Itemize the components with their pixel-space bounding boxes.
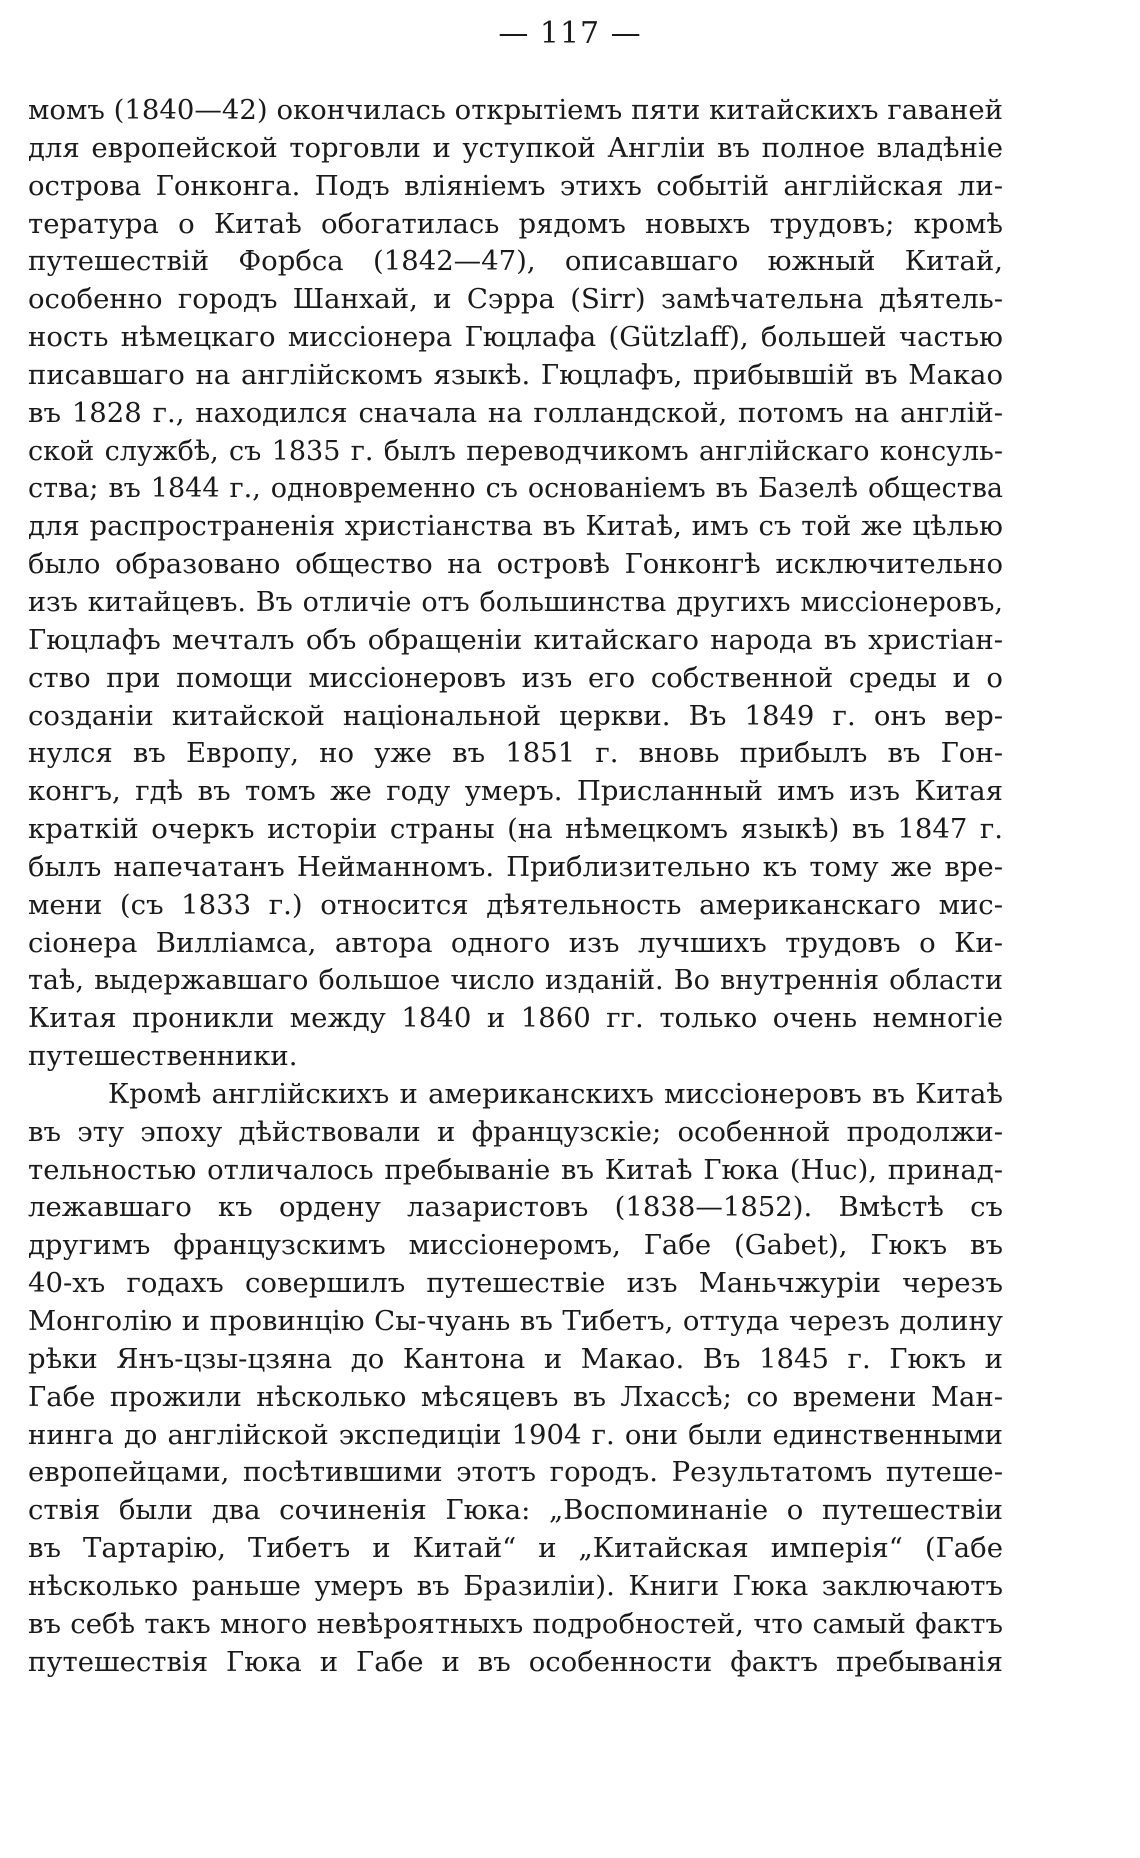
text-line: Гюцлафъ мечталъ объ обращеніи китайскаго народа въ христіан- — [28, 623, 1003, 656]
text-line: мени (съ 1833 г.) относится дѣятельность американскаго мис- — [28, 888, 1003, 921]
text-line: рѣки Янъ-цзы-цзяна до Кантона и Макао. Въ 1845 г. Гюкъ и — [28, 1342, 1003, 1375]
text-line: особенно городъ Шанхай, и Сэрра (Sirr) замѣчательна дѣятель- — [28, 283, 1003, 316]
text-line: Китая проникли между 1840 и 1860 гг. только очень немногіе — [28, 1002, 1003, 1035]
text-line: тельностью отличалось пребываніе въ Китаѣ Гюка (Huc), принад- — [28, 1153, 1003, 1186]
paragraph-2 — [28, 1076, 1003, 1682]
paragraph-1 — [28, 92, 1003, 1076]
text-line: въ себѣ такъ много невѣроятныхъ подробностей, что самый фактъ — [28, 1607, 1003, 1640]
text-line: ствія были два сочиненія Гюка: „Воспоминаніе о путешествіи — [28, 1494, 1003, 1527]
text-line: въ 1828 г., находился сначала на голландской, потомъ на англій- — [28, 396, 1003, 429]
text-line: путешественники. — [28, 1040, 298, 1073]
text-line: момъ (1840—42) окончилась открытіемъ пяти китайскихъ гаваней — [28, 94, 1003, 126]
text-line: европейцами, посѣтившими этотъ городъ. Результатомъ путеше- — [28, 1456, 1003, 1489]
text-line: путешествія Гюка и Габе и въ особенности фактъ пребыванія — [28, 1645, 1003, 1678]
text-line: созданіи китайской національной церкви. Въ 1849 г. онъ вер- — [28, 699, 1003, 732]
text-line: острова Гонконга. Подъ вліяніемъ этихъ событій англійская ли- — [28, 169, 1003, 202]
text-line: Кромѣ англійскихъ и американскихъ миссіонеровъ въ Китаѣ — [108, 1077, 1003, 1110]
text-line: другимъ французскимъ миссіонеромъ, Габе (Gabet), Гюкъ въ — [28, 1229, 1003, 1262]
text-line: ство при помощи миссіонеровъ изъ его собственной среды и о — [28, 661, 1003, 694]
text-line: изъ китайцевъ. Въ отличіе отъ большинства другихъ миссіонеровъ, — [28, 586, 1003, 618]
text-line: было образовано общество на островѣ Гонконгѣ исключительно — [28, 548, 1003, 581]
text-line: сіонера Вилліамса, автора одного изъ лучшихъ трудовъ о Ки- — [28, 926, 1003, 959]
page-number-header: — 117 — — [498, 16, 642, 51]
text-line: ность нѣмецкаго миссіонера Гюцлафа (Gützlaff), большей частью — [28, 321, 1003, 354]
text-line: тература о Китаѣ обогатилась рядомъ новыхъ трудовъ; кромѣ — [28, 207, 1003, 240]
text-line: нулся въ Европу, но уже въ 1851 г. вновь прибылъ въ Гон- — [28, 737, 1003, 770]
text-line: былъ напечатанъ Нейманномъ. Приблизительно къ тому же вре- — [28, 850, 1003, 883]
text-line: конгъ, гдѣ въ томъ же году умеръ. Присланный имъ изъ Китая — [28, 775, 1003, 808]
text-line: 40-хъ годахъ совершилъ путешествіе изъ Маньчжуріи черезъ — [28, 1267, 1003, 1300]
text-line: ства; въ 1844 г., одновременно съ основаніемъ въ Базелѣ общества — [28, 473, 1003, 505]
text-line: ской службѣ, съ 1835 г. былъ переводчикомъ англійскаго консуль- — [28, 435, 1003, 467]
text-line: лежавшаго къ ордену лазаристовъ (1838—1852). Вмѣстѣ съ — [28, 1191, 1003, 1224]
text-line: краткій очеркъ исторіи страны (на нѣмецкомъ языкѣ) въ 1847 г. — [28, 813, 1003, 846]
text-line: Габе прожили нѣсколько мѣсяцевъ въ Лхассѣ; со времени Ман- — [28, 1380, 1003, 1413]
text-line: нѣсколько раньше умеръ въ Бразиліи). Книги Гюка заключаютъ — [28, 1569, 1003, 1602]
text-line: писавшаго на англійскомъ языкѣ. Гюцлафъ, прибывшій въ Макао — [28, 358, 1003, 391]
text-line: нинга до англійской экспедиціи 1904 г. они были единственными — [28, 1418, 1003, 1451]
text-line: въ эту эпоху дѣйствовали и французскіе; особенной продолжи- — [28, 1115, 1003, 1148]
text-line: таѣ, выдержавшаго большое число изданій. Во внутреннія области — [28, 965, 1003, 997]
text-line: для распространенія христіанства въ Китаѣ, имъ съ той же цѣлью — [28, 510, 1003, 543]
text-line: для европейской торговли и уступкой Англіи въ полное владѣніе — [28, 131, 1003, 164]
page-body — [28, 92, 1003, 1681]
text-line: Монголію и провинцію Сы-чуань въ Тибетъ, оттуда черезъ долину — [28, 1305, 1003, 1337]
text-line: въ Тартарію, Тибетъ и Китай“ и „Китайская имперія“ (Габе — [28, 1532, 1003, 1565]
text-line: путешествій Форбса (1842—47), описавшаго южный Китай, — [28, 245, 1003, 278]
